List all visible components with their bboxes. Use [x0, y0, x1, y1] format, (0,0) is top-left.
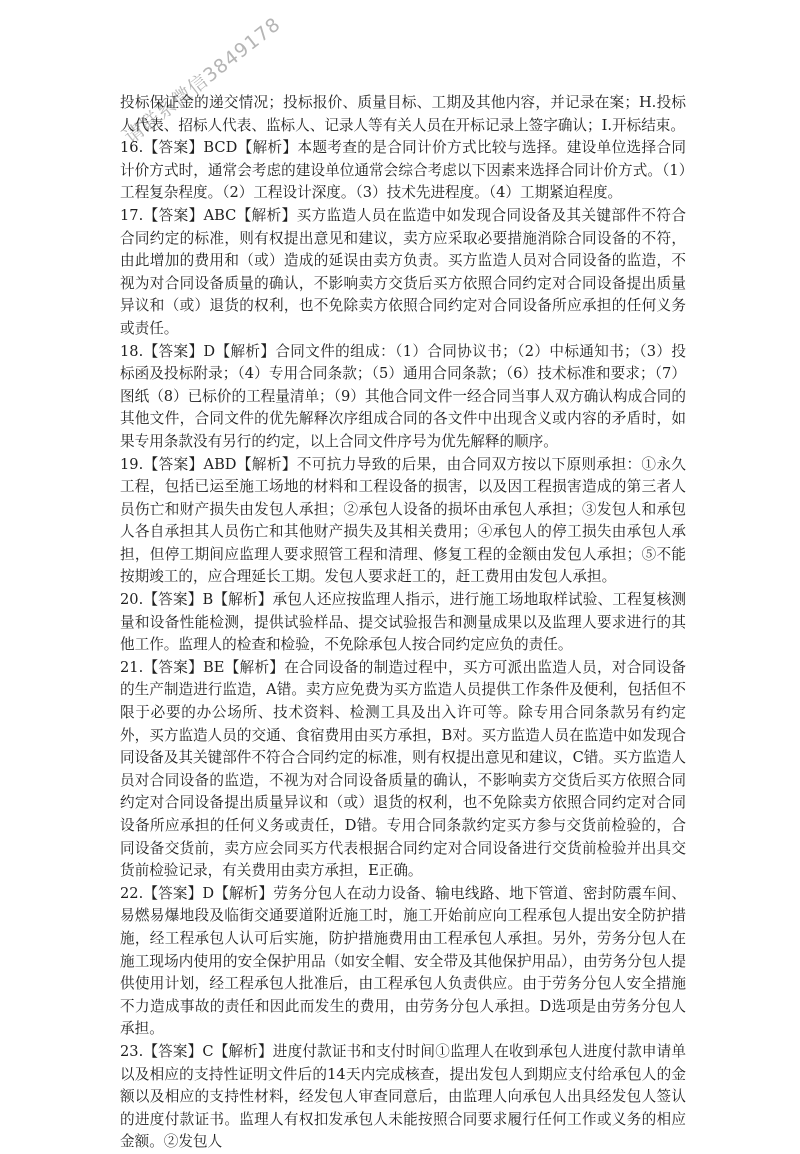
answer-21: 21.【答案】BE【解析】在合同设备的制造过程中，买方可派出监造人员，对合同设备的生产制造进行监造，A错。卖方应免费为买方监造人员提供工作条件及便利，包括但不限于必要的办公场所、技术资料、检测工具及出入许可等。除专用合同条款另有约定外，买方监造人员的交通、食宿费用由买方承担，B对。买方监造人员在监造中如发现合同设备及其关键部件不符合合同约定的标准，则有权提出意见和建议，C错。买方监造人员对合同设备的监造，不视为对合同设备质量的确认，不影响卖方交货后买方依照合同约定对合同设备提出质量异议和（或）退货的权利，也不免除卖方依照合同约定对合同设备所应承担的任何义务或责任，D错。专用合同条款约定买方参与交货前检验的，合同设备交货前，卖方应会同买方代表根据合同约定对合同设备进行交货前检验并出具交货前检验记录，有关费用由卖方承担，E正确。 [120, 658, 686, 880]
answer-23: 23.【答案】C【解析】进度付款证书和支付时间①监理人在收到承包人进度付款申请单以及相应的支持性证明文件后的14天内完成核查，提出发包人到期应支付给承包人的金额以及相应的支持性材料，经发包人审查同意后，由监理人向承包人出具经发包人签认的进度付款证书。监理人有权扣发承包人未能按照合同要求履行任何工作或义务的相应金额。②发包人 [120, 1042, 686, 1151]
answer-19: 19.【答案】ABD【解析】不可抗力导致的后果，由合同双方按以下原则承担：①永久工程，包括已运至施工场地的材料和工程设备的损害，以及因工程损害造成的第三者人员伤亡和财产损失由发包人承担；②承包人设备的损坏由承包人承担；③发包人和承包人各自承担其人员伤亡和其他财产损失及其相关费用；④承包人的停工损失由承包人承担，但停工期间应监理人要求照管工程和清理、修复工程的金额由发包人承担；⑤不能按期竣工的，应合理延长工期。发包人要求赶工的，赶工费用由发包人承担。 [120, 455, 686, 586]
answer-16: 16.【答案】BCD【解析】本题考查的是合同计价方式比较与选择。建设单位选择合同计价方式时，通常会考虑的建设单位通常会综合考虑以下因素来选择合同计价方式。（1）工程复杂程度。（2）工程设计深度。（3）技术先进程度。（4）工期紧迫程度。 [120, 139, 686, 202]
watermark: 请联系微信3849178 [120, 13, 286, 149]
answer-22: 22.【答案】D【解析】劳务分包人在动力设备、输电线路、地下管道、密封防震车间、易燃易爆地段及临街交通要道附近施工时，施工开始前应向工程承包人提出安全防护措施，经工程承包人认可后实施，防护措施费用由工程承包人承担。另外，劳务分包人在施工现场内使用的安全保护用品（如安全帽、安全带及其他保护用品），由劳务分包人提供使用计划，经工程承包人批准后，由工程承包人负责供应。由于劳务分包人安全措施不力造成事故的责任和因此而发生的费用，由劳务分包人承担。D选项是由劳务分包人承担。 [120, 884, 686, 1038]
answer-20: 20.【答案】B【解析】承包人还应按监理人指示，进行施工场地取样试验、工程复核测量和设备性能检测，提供试验样品、提交试验报告和测量成果以及监理人要求进行的其他工作。监理人的检查和检验，不免除承包人按合同约定应负的责任。 [120, 591, 686, 654]
answer-text-body [120, 92, 686, 1154]
answer-18: 18.【答案】D【解析】合同文件的组成：（1）合同协议书；（2）中标通知书；（3）投标函及投标附录；（4）专用合同条款；（5）通用合同条款；（6）技术标准和要求；（7）图纸（8）已标价的工程量清单；（9）其他合同文件一经合同当事人双方确认构成合同的其他文件，合同文件的优先解释次序组成合同的各文件中出现含义或内容的矛盾时，如果专用条款没有另行的约定，以上合同文件序号为优先解释的顺序。 [120, 342, 686, 450]
paragraph-continuation: 投标保证金的递交情况；投标报价、质量目标、工期及其他内容，并记录在案；H.投标人代表、招标人代表、监标人、记录人等有关人员在开标记录上签字确认；I.开标结束。 [120, 94, 686, 134]
answer-17: 17.【答案】ABC【解析】买方监造人员在监造中如发现合同设备及其关键部件不符合合同约定的标准，则有权提出意见和建议，卖方应采取必要措施消除合同设备的不符，由此增加的费用和（或）造成的延误由卖方负责。买方监造人员对合同设备的监造，不视为对合同设备质量的确认，不影响卖方交货后买方依照合同约定对合同设备提出质量异议和（或）退货的权利，也不免除卖方依照合同约定对合同设备所应承担的任何义务或责任。 [120, 206, 686, 337]
